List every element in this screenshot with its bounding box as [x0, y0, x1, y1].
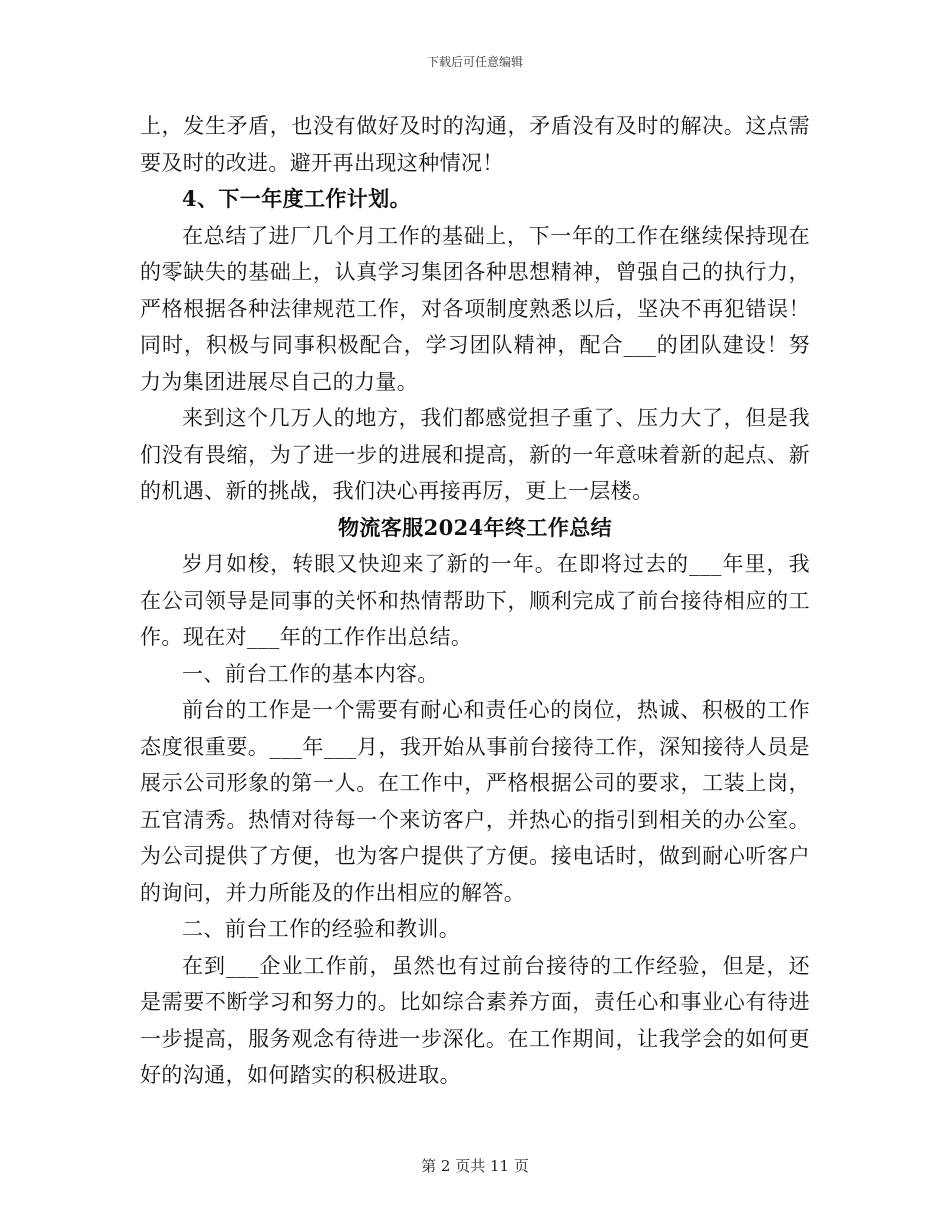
page-footer: 第 2 页共 11 页 [421, 1157, 529, 1175]
page-header: 下载后可任意编辑 [426, 55, 523, 69]
paragraph-intro: 岁月如梭，转眼又快迎来了新的一年。在即将过去的___年里，我在公司领导是同事的关怀和热情帮助下，顺利完成了前台接待相应的工作。现在对___年的工作作出总结。 [140, 552, 810, 649]
paragraph-basic-content: 前台的工作是一个需要有耐心和责任心的岗位，热诚、积极的工作态度很重要。___年___月，我开始从事前台接待工作，深知接待人员是展示公司形象的第一人。在工作中，严格根据公司的要求，工装上岗，五官清秀。热情对待每一个来访客户，并热心的指引到相关的办公室。为公司提供了方便，也为客户提供了方便。接电话时，做到耐心听客户的询问，并力所能及的作出相应的解答。 [140, 698, 810, 905]
document-title: 物流客服2024年终工作总结 [337, 514, 613, 540]
paragraph-plan: 在总结了进厂几个月工作的基础上，下一年的工作在继续保持现在的零缺失的基础上，认真学习集团各种思想精神，曾强自己的执行力，严格根据各种法律规范工作，对各项制度熟悉以后，坚决不再犯错误！同时，积极与同事积极配合，学习团队精神，配合___的团队建设！努力为集团进展尽自己的力量。 [140, 223, 810, 394]
paragraph-continuation: 上，发生矛盾，也没有做好及时的沟通，矛盾没有及时的解决。这点需要及时的改进。避开再出现这种情况！ [140, 114, 810, 175]
section-heading-experience: 二、前台工作的经验和教训。 [182, 917, 461, 941]
paragraph-resolve: 来到这个几万人的地方，我们都感觉担子重了、压力大了，但是我们没有畏缩，为了进一步的进展和提高，新的一年意味着新的起点、新的机遇、新的挑战，我们决心再接再厉，更上一层楼。 [140, 406, 810, 503]
paragraph-experience: 在到___企业工作前，虽然也有过前台接待的工作经验，但是，还是需要不断学习和努力的。比如综合素养方面，责任心和事业心有待进一步提高，服务观念有待进一步深化。在工作期间，让我学会的如何更好的沟通，如何踏实的积极进取。 [140, 953, 810, 1087]
section-heading-basic-content: 一、前台工作的基本内容。 [182, 661, 439, 686]
document-body [140, 108, 810, 1094]
section-heading-plan: 4、下一年度工作计划。 [182, 186, 412, 211]
